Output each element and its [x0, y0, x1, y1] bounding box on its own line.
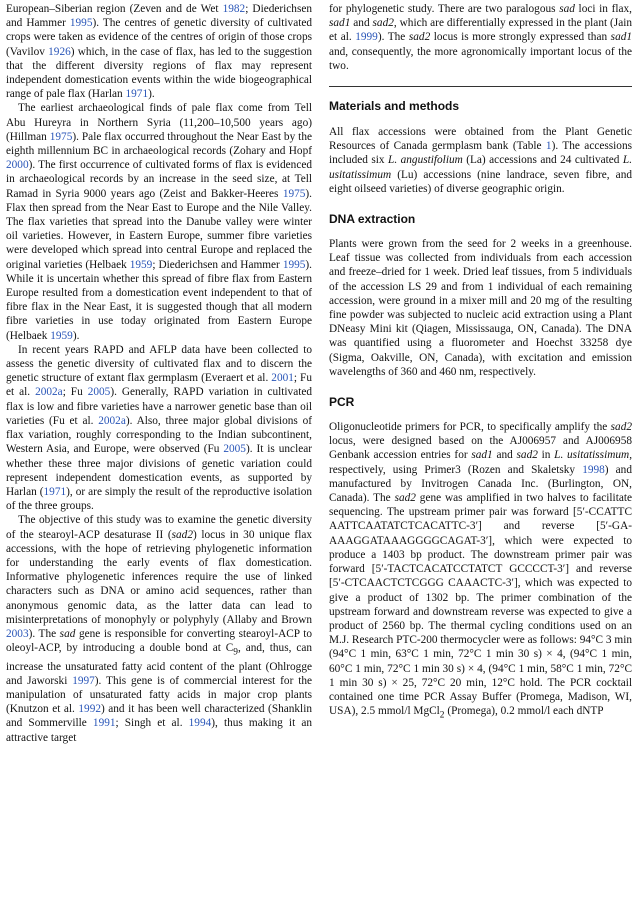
citation-link[interactable]: 2001: [271, 372, 294, 385]
citation-link[interactable]: 1975: [49, 130, 73, 143]
citation-link[interactable]: 1997: [72, 674, 95, 687]
citation-link[interactable]: 1994: [188, 717, 212, 730]
citation-link[interactable]: 1992: [78, 703, 101, 716]
italic-term: sad1: [329, 17, 351, 30]
citation-link[interactable]: 2000: [6, 159, 29, 172]
right-column: [329, 2, 632, 723]
citation-link[interactable]: 1991: [92, 717, 116, 730]
section-divider: [329, 86, 632, 87]
citation-link[interactable]: 1971: [125, 88, 149, 101]
citation-link[interactable]: 1926: [48, 45, 71, 58]
intro-paragraph-4: The objective of this study was to examine the genetic diversity of the stearoyl-ACP desaturase II (sad2) locus in 30 unique flax accessions, with the hope of retrieving phylogenetic information for understanding the early events of flax domestication. Informative phylogenetic inferences require the use of linked characters such as DNA or amino acid sequences, rather than anonymous genomic data, as the latter data can lead to misinterpretations of monophyly or polyphyly (Allaby and Brown 2003). The sad gene is responsible for converting stearoyl-ACP to oleoyl-ACP, by introducing a double bond at $C_9$, and, thus, can increase the unsaturated fatty acid content of the plant (Ohlrogge and Jaworski 1997). This gene is of commercial interest for the manipulation of unsaturated fatty acids in major crop plants (Knutzon et al. 1992) and it has been well characterized (Shanklin and Sommerville 1991; Singh et al. 1994), thus making it an attractive target: [6, 514, 312, 744]
citation-link[interactable]: 1995: [282, 258, 306, 271]
italic-term: sad1: [471, 449, 493, 462]
pcr-paragraph: Oligonucleotide primers for PCR, to specifically amplify the sad2 locus, were designed based on the AJ006957 and AJ006958 Genbank accession entries for sad1 and sad2 in L. usitatissimum, respectively, using Primer3 (Rozen and Skaletsky 1998) and manufactured by Invitrogen Canada Inc. (Burlington, ON, Canada). The sad2 gene was amplified in two halves to facilitate sequencing. The upstream primer pair was forward [5′-CCATTC AATTCAATATCTCACATTC-3′] and reverse [5′-GA-AAAGGATAAAGGGGCAGAT-3′], which were expected to produce a 1403 bp product. The downstream primer pair was forward [5′-TACTCACATCCTATCT GCCCCT-3′] and reverse [5′-CTCAACTCTCGGG CAAACTC-3′], which was expected to give a product of 1302 bp. The primer combination of the upstream forward and downstream reverse was expected to give a product of 2560 bp. The thermal cycling conditions used on an M.J. Research PTC-200 thermocycler were as follows: 94°C 3 min (94°C 1 min, 63°C 1 min, 72°C 1 min 30 s) × 4, (94°C 1 min, 60°C 1 min, 72°C 1 min 30 s) × 4, (94°C 1 min, 58°C 1 min, 72°C 1 min 30 s) × 25, 72°C 20 min, 12°C hold. The PCR cocktail contained one time PCR Assay Buffer (Promega, Madison, WI, USA), 2.5 mmol/l MgCl$_2$ (Promega), 0.2 mmol/l each dNTP: [329, 421, 633, 721]
italic-term: sad: [559, 3, 575, 15]
citation-link[interactable]: 2003: [6, 627, 29, 640]
italic-term: sad: [59, 627, 76, 640]
citation-link[interactable]: 2005: [223, 443, 246, 456]
citation-link[interactable]: 1982: [222, 3, 246, 15]
italic-term: sad2: [610, 421, 632, 434]
italic-term: sad2: [408, 31, 431, 44]
dna-extraction-paragraph: Plants were grown from the seed for 2 weeks in a greenhouse. Leaf tissue was collected from individuals from each accession and freeze–dried for 1 week. Dried leaf tissues, from 5 individuals of the accession LS 29 and from 1 individual of each remaining accession, were ground in a mixer mill and 20 mg of the resulting fine powder was subjected to nucleic acid extraction using a Plant DNeasy Mini kit (Qiagen, Mississauga, ON, Canada). The DNA was quantified using a fluorometer and Hoechst 33258 dye (Sigma, Oakville, ON, Canada), with excitation and emission wavelengths of 360 and 460 nm, respectively.: [329, 238, 632, 378]
citation-link[interactable]: 1999: [355, 31, 378, 44]
italic-term: sad2: [372, 17, 394, 30]
citation-link[interactable]: 2002a: [98, 414, 126, 427]
intro-paragraph-1: European–Siberian region (Zeven and de Wet 1982; Diederichsen and Hammer 1995). The centres of genetic diversity of cultivated crops were taken as evidence of the centres of origin of those crops (Vavilov 1926) which, in the case of flax, has led to the suggestion that the different diversity regions of flax may represent independent domestication events within the wide biogeographical range of pale flax (Harlan 1971).: [6, 3, 313, 101]
citation-link[interactable]: 2005: [87, 386, 111, 399]
methods-paragraph: All flax accessions were obtained from the Plant Genetic Resources of Canada germplasm bank (Table 1). The accessions included six L. angustifolium (La) accessions and 24 cultivated L. usitatissimum (Lu) accessions (nine landrace, seven fibre, and eight oilseed varieties) of diverse geographic origin.: [329, 126, 633, 195]
citation-link[interactable]: 1959: [50, 329, 73, 342]
citation-link[interactable]: 1: [545, 140, 552, 153]
citation-link[interactable]: 1975: [282, 187, 306, 200]
italic-term: L. angustifolium: [388, 154, 463, 167]
intro-paragraph-3: In recent years RAPD and AFLP data have been collected to assess the genetic diversity of cultivated flax and to discern the genetic structure of extant flax germplasm (Everaert et al. 2001; Fu et al. 2002a; Fu 2005). Generally, RAPD variation in cultivated flax is low and fibre varieties have a narrower genetic base than oil varieties (Fu et al. 2002a). Also, three major global divisions of flax variation, roughly corresponding to the Indian subcontinent, Western Asia, and Europe, were observed (Fu 2005). It is unclear whether these three major divisions of genetic variation could represent independent domestication events, as supported by Harlan (1971), or are simply the result of the reproductive isolation of the three groups.: [6, 343, 313, 513]
italic-term: sad2: [516, 449, 538, 462]
section-heading-materials-methods: Materials and methods: [329, 99, 460, 114]
subsection-heading-dna-extraction: DNA extraction: [329, 212, 416, 227]
subscript: 2: [439, 710, 445, 721]
left-column: [6, 2, 312, 745]
citation-link[interactable]: 1998: [582, 463, 605, 476]
italic-term: L. usitatissimum: [329, 154, 633, 181]
subscript: 9: [233, 647, 238, 658]
intro-paragraph-2: The earliest archaeological finds of pale flax come from Tell Abu Hureyra in Northern Syria (11,200–10,500 years ago) (Hillman 1975). Pale flax occurred throughout the Near East by the eighth millennium BC in archaeological records (Zohary and Hopf 2000). The first occurrence of cultivated forms of flax is evidenced in archaeological records by an increase in the seed size, at Tell Ramad in Syria 9000 years ago (Zeist and Bakker-Heeres 1975). Flax then spread from the Near East to Europe and the Nile Valley. The flax varieties that spread into the Danube valley were winter oil varieties. However, in Eastern Europe, summer fibre varieties were developed which spread into central Europe and replaced the original varieties (Helbaek 1959; Diederichsen and Hammer 1995). While it is uncertain whether this spread of fibre flax from Eastern Europe resulted from a domestication event independent to that of fibre flax in the Near East, it is suggested though that all modern fibre varieties in use today originated from Eastern Europe (Helbaek 1959).: [6, 102, 312, 342]
italic-term: L. usitatissimum: [554, 449, 630, 462]
citation-link[interactable]: 1971: [43, 485, 67, 498]
intro-paragraph-continued: for phylogenetic study. There are two paralogous sad loci in flax, sad1 and sad2, which are differentially expressed in the plant (Jain et al. 1999). The sad2 locus is more strongly expressed than sad1 and, consequently, the more agronomically important locus of the two.: [329, 3, 633, 72]
italic-term: sad1: [610, 31, 633, 44]
citation-link[interactable]: 1959: [129, 258, 153, 271]
citation-link[interactable]: 1995: [69, 17, 93, 30]
italic-term: sad2: [171, 528, 193, 541]
subsection-heading-pcr: PCR: [329, 395, 355, 410]
italic-term: sad2: [394, 492, 416, 505]
citation-link[interactable]: 2002a: [35, 386, 63, 399]
